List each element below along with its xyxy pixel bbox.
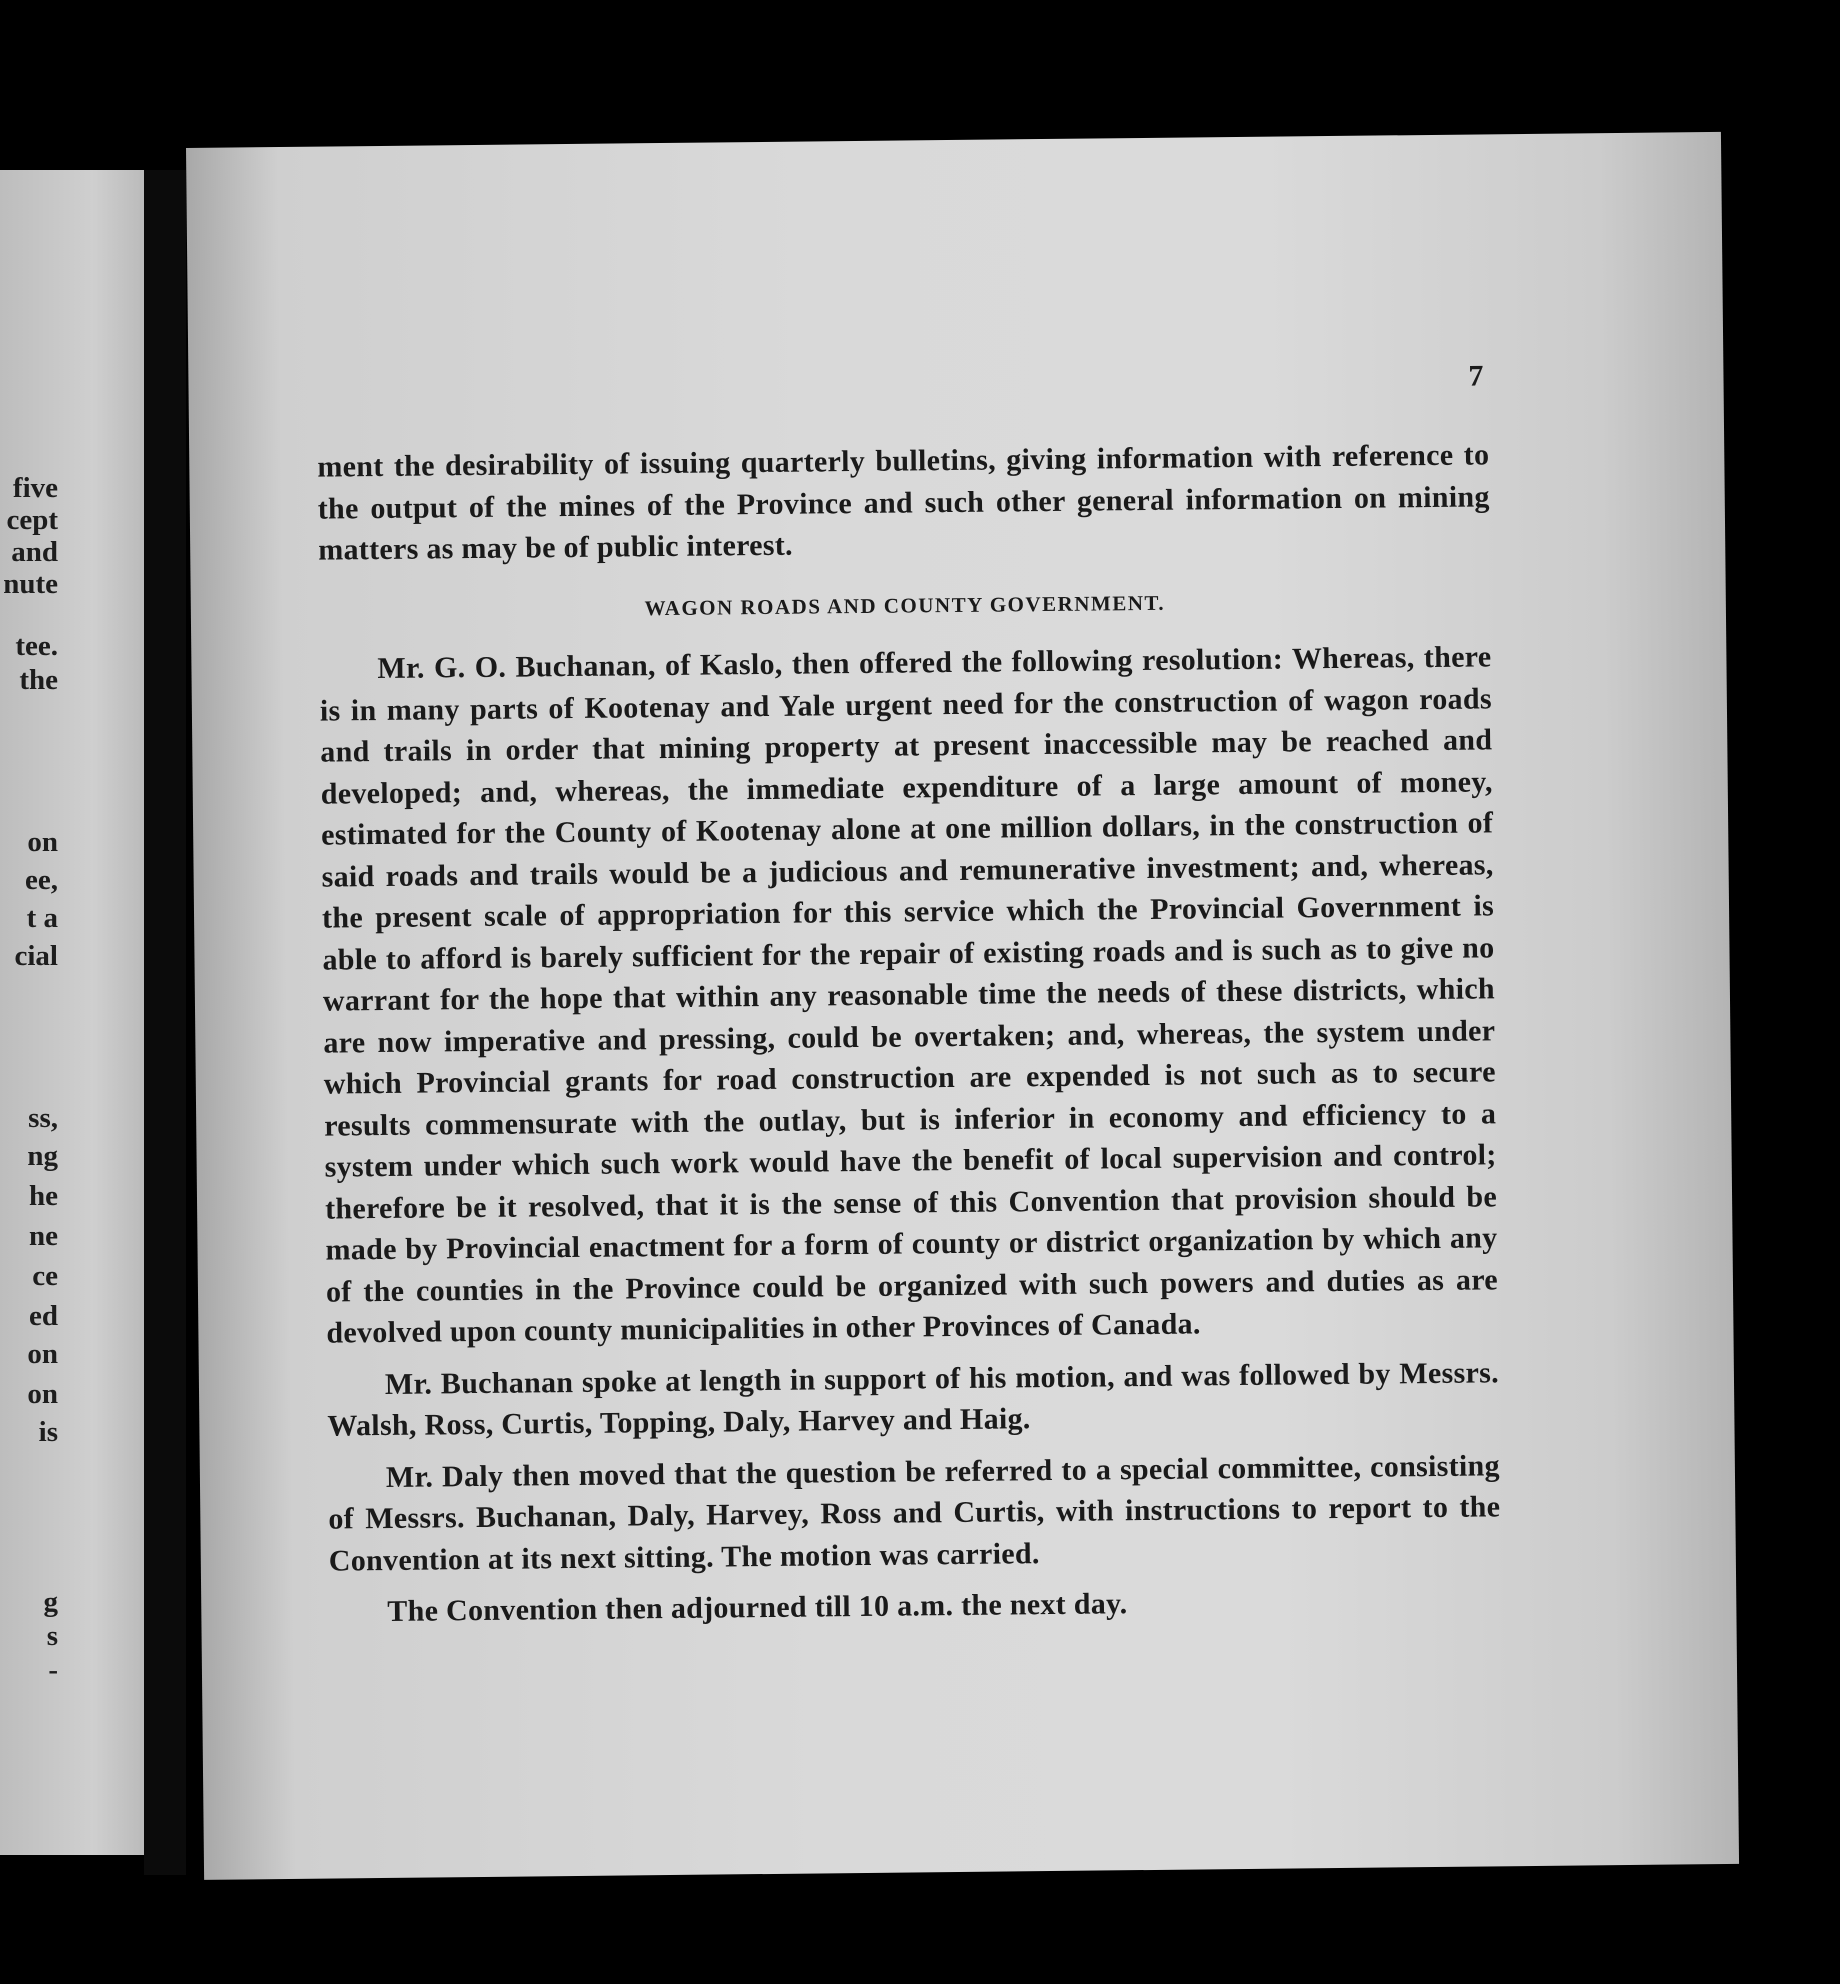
left-fragment: five [12, 472, 58, 504]
left-fragment: ng [27, 1140, 58, 1172]
left-fragment: ne [29, 1220, 58, 1252]
left-fragment: ee, [25, 864, 58, 896]
adjournment-paragraph: The Convention then adjourned till 10 a.m. the next day. [387, 1587, 1128, 1628]
left-fragment: - [48, 1654, 58, 1686]
left-fragment: s [46, 1620, 58, 1652]
right-page [186, 132, 1739, 1880]
left-page-text-fragments [0, 170, 168, 1855]
discussion-paragraph: Mr. Buchanan spoke at length in support of his motion, and was followed by Messrs. Walsh, Ross, Curtis, Topping, Daly, Harvey and Haig. [327, 1355, 1500, 1443]
left-fragment: ce [32, 1260, 58, 1292]
paragraph-continuation: ment the desirability of issuing quarterly bulletins, giving information with reference to the output of the mines of the Province and such other general information on mining matters as may be of public interest. [317, 438, 1490, 567]
left-fragment: the [19, 664, 58, 696]
motion-paragraph: Mr. Daly then moved that the question be referred to a special committee, consisting of Messrs. Buchanan, Daly, Harvey, Ross and Curtis, with instructions to report to the Convention at its next sitting. The motion was carried. [328, 1448, 1501, 1578]
left-fragment: on [27, 826, 58, 858]
left-fragment: he [29, 1180, 58, 1212]
resolution-paragraph: Mr. G. O. Buchanan, of Kaslo, then offered the following resolution: Whereas, there is in many parts of Kootenay and Yale urgent need for the construction of wagon roads and trails in order that mining property at present inaccessible may be reached and developed; and, whereas, the immediate expenditure of a large amount of money, estimated for the County of Kootenay alone at one million dollars, in the construction of said roads and trails would be a judicious and remunerative investment; and, whereas, the present scale of appropriation for this service which the Provincial Government is able to afford is barely sufficient for the repair of existing roads and is such as to give no warrant for the hope that within any reasonable time the needs of these districts, which are now imperative and pressing, could be overtaken; and, whereas, the system under which Provincial grants for road construction are expended is not such as to secure results commensurate with the outlay, but is inferior in economy and efficiency to a system under which such work would have the benefit of local supervision and control; therefore be it resolved, that it is the sense of this Convention that provision should be made by Provincial enactment for a form of county or district organization by which any of the counties in the Province could be organized with such powers and duties as are devolved upon county municipalities in other Provinces of Canada. [319, 640, 1499, 1350]
left-fragment: tee. [15, 630, 58, 662]
left-fragment: t a [26, 902, 58, 934]
left-fragment: and [11, 536, 58, 568]
left-fragment: g [43, 1586, 58, 1618]
left-fragment: nute [3, 568, 58, 600]
left-fragment: on [27, 1338, 58, 1370]
left-fragment: on [27, 1378, 58, 1410]
left-page-edge [0, 170, 168, 1855]
page-number: 7 [1468, 359, 1484, 393]
left-fragment: ed [29, 1300, 58, 1332]
left-fragment: cial [14, 940, 58, 972]
book-gutter [144, 170, 186, 1875]
page-text [317, 434, 1501, 1633]
left-fragment: cept [6, 504, 58, 536]
left-fragment: ss, [28, 1102, 58, 1134]
left-fragment: is [38, 1416, 58, 1448]
section-heading: WAGON ROADS AND COUNTY GOVERNMENT. [644, 590, 1166, 620]
